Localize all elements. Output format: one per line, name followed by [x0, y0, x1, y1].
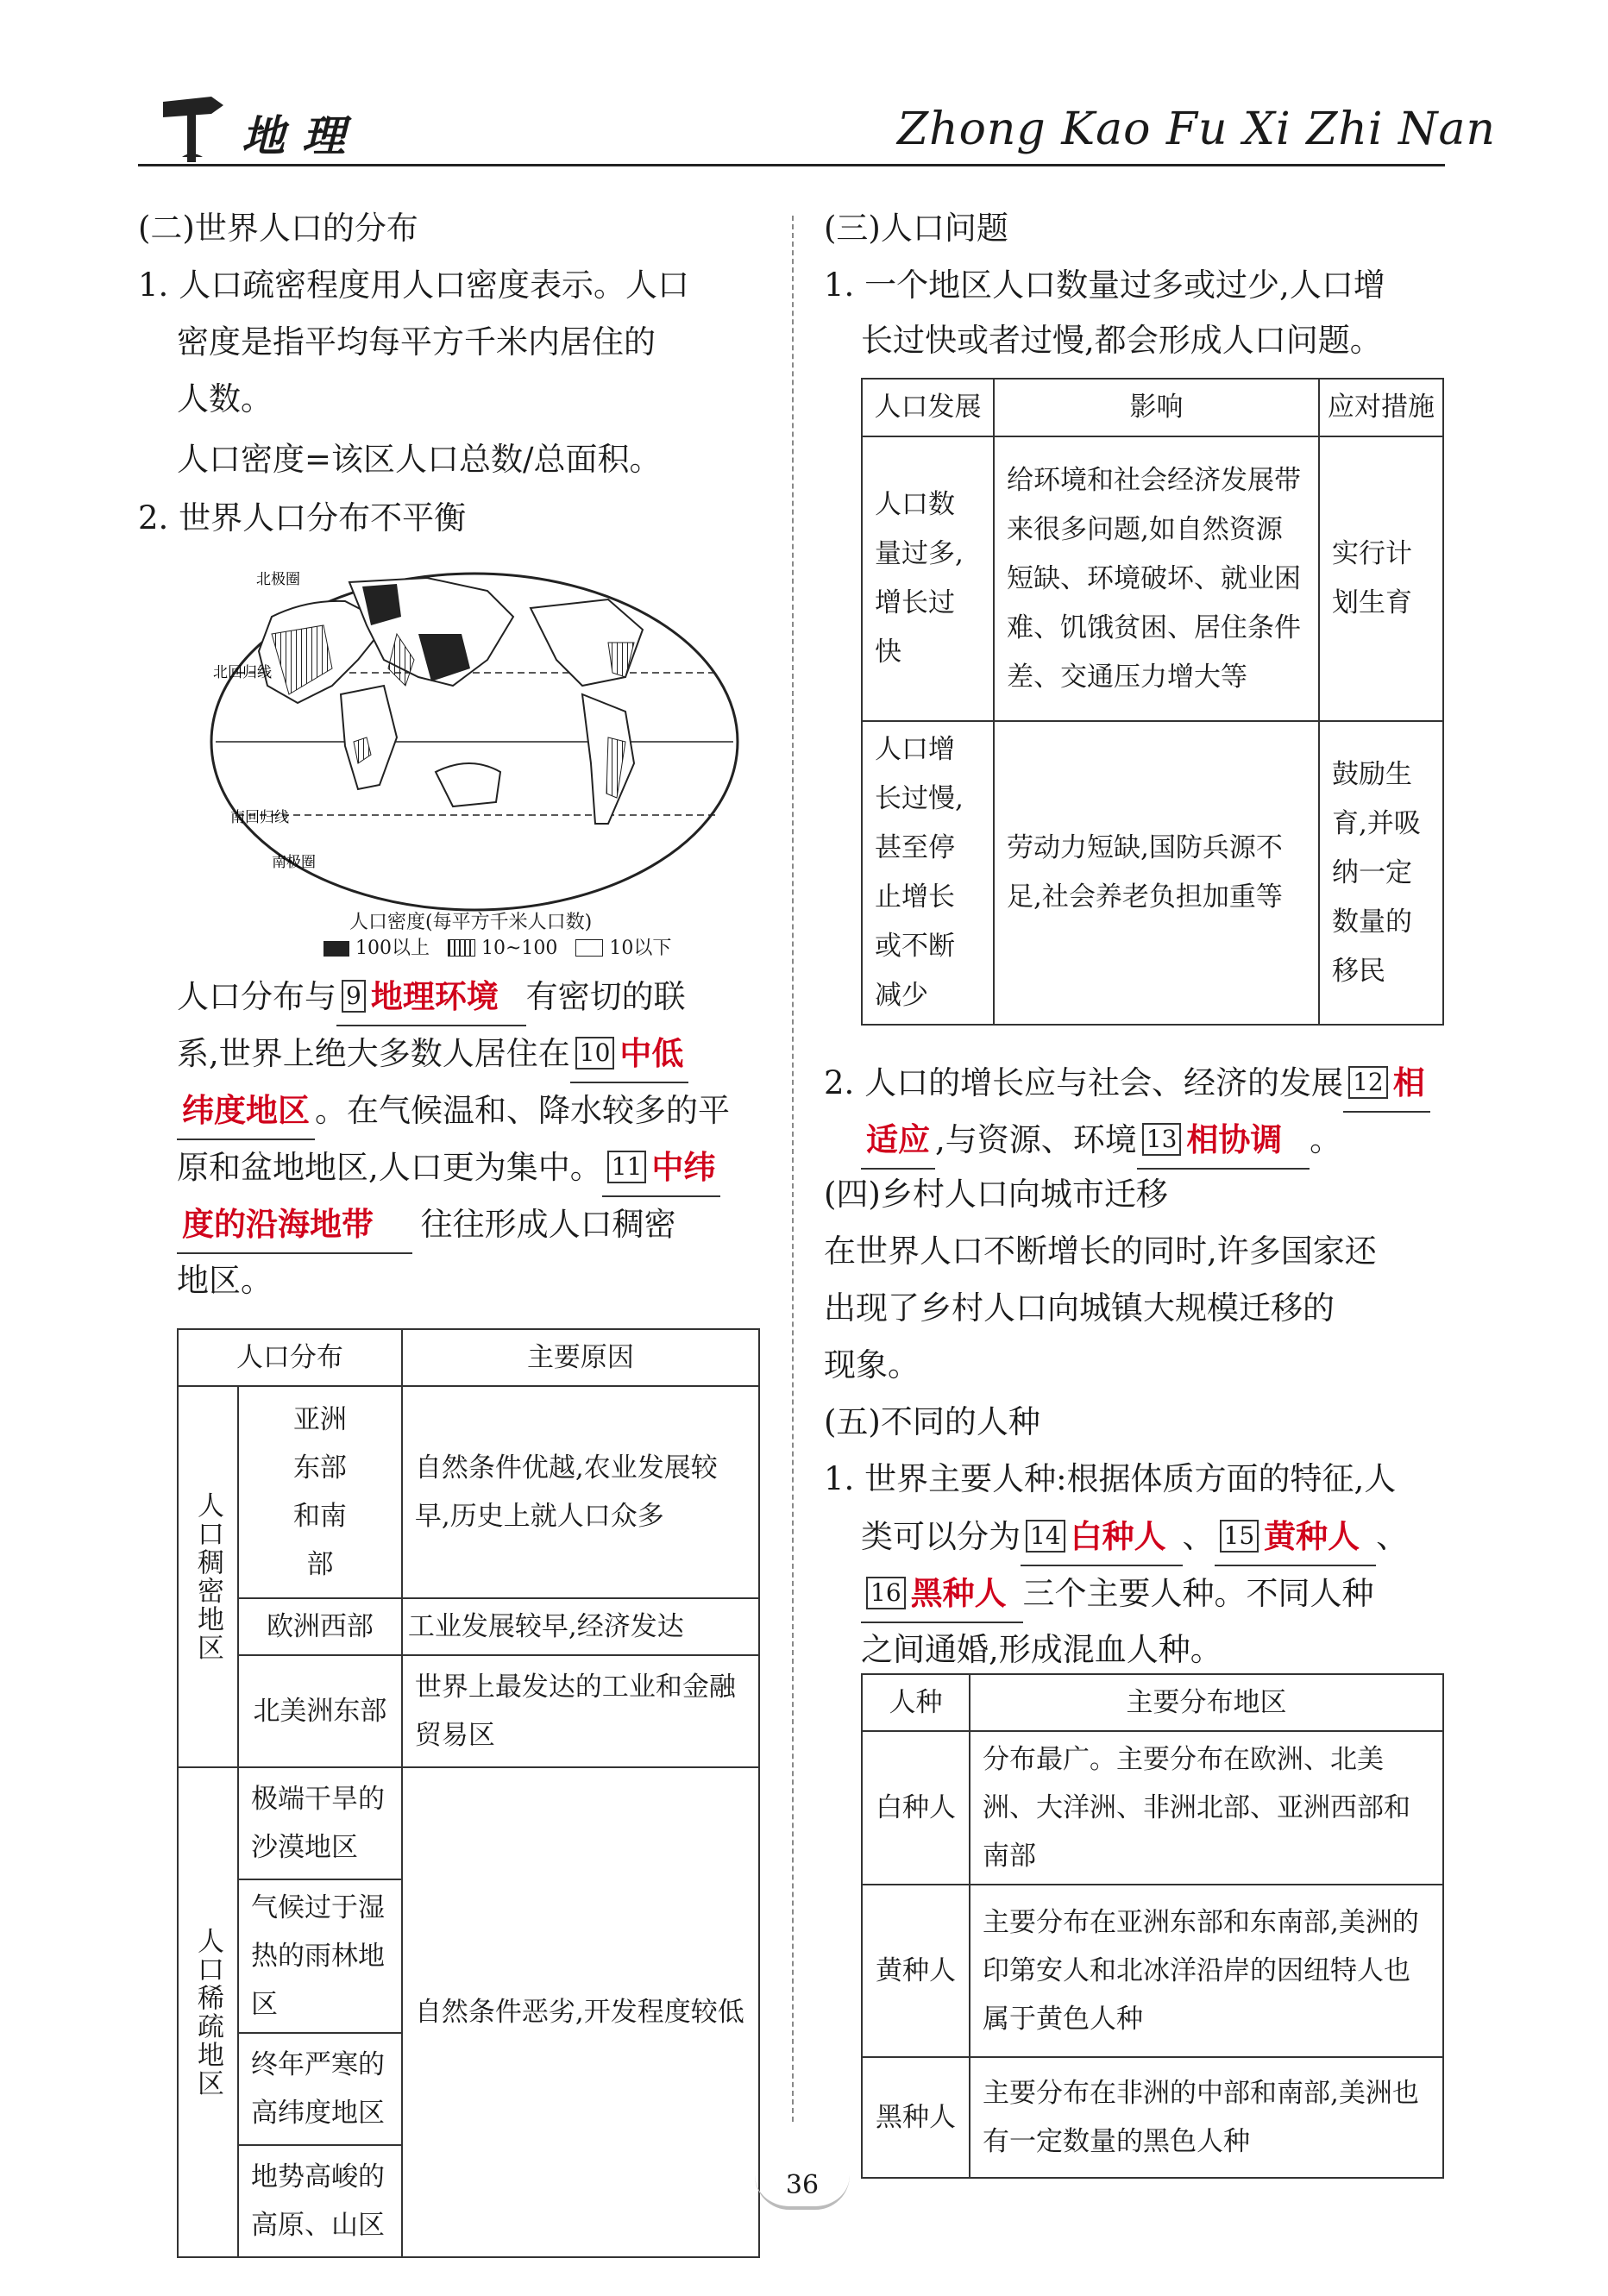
- left-para-line3: 纬度地区 。在气候温和、降水较多的平: [177, 1082, 730, 1140]
- t2-header-race: 人种: [862, 1674, 970, 1731]
- t1-measure-2: 鼓励生育,并吸纳一定数量的移民: [1319, 721, 1443, 1025]
- right-p1-line2: 长过快或者过慢,都会形成人口问题。: [861, 322, 1382, 359]
- s4-line1: 在世界人口不断增长的同时,许多国家还: [824, 1233, 1377, 1270]
- t1-header-effect: 影响: [994, 379, 1319, 436]
- t1-effect-2: 劳动力短缺,国防兵源不足,社会养老负担加重等: [994, 721, 1319, 1025]
- t2-dist-2: 主要分布在亚洲东部和东南部,美洲的印第安人和北冰洋沿岸的因纽特人也属于黄色人种: [970, 1885, 1443, 2057]
- s5-line2: 类可以分为 14 白种人 、 15 黄种人 、: [861, 1508, 1408, 1566]
- header-rule: [138, 164, 1445, 166]
- legend-title: 人口密度(每平方千米人口数): [349, 912, 593, 933]
- s4-line2: 出现了乡村人口向城镇大规模迁移的: [824, 1289, 1335, 1327]
- t2-race-2: 黄种人: [862, 1885, 970, 2057]
- answer-10b: 纬度地区: [177, 1082, 315, 1140]
- answer-12a: 12 相: [1343, 1054, 1430, 1113]
- answer-16: 16 黑种人: [861, 1565, 1023, 1623]
- left-para-line4: 原和盆地地区,人口更为集中。 11 中纬: [177, 1139, 720, 1197]
- map-label-tropic-n: 北回归线: [213, 664, 272, 681]
- map-label-north-pole: 北极圈: [256, 571, 300, 588]
- dense-area-2: 欧洲西部: [238, 1598, 402, 1655]
- sparse-area-4: 地势高峻的高原、山区: [238, 2145, 402, 2257]
- left-para-line6: 地区。: [177, 1262, 273, 1299]
- answer-9: 9 地理环境: [336, 968, 526, 1026]
- right-p2-line1: 2. 人口的增长应与社会、经济的发展 12 相: [824, 1054, 1430, 1113]
- answer-13: 13 相协调: [1137, 1111, 1310, 1170]
- left-p2-title: 2. 世界人口分布不平衡: [138, 499, 467, 536]
- s5-line1: 1. 世界主要人种:根据体质方面的特征,人: [824, 1460, 1397, 1497]
- legend-label-2: 10~100: [481, 938, 558, 959]
- t2-dist-3: 主要分布在非洲的中部和南部,美洲也有一定数量的黑色人种: [970, 2057, 1443, 2178]
- world-population-map: [203, 565, 746, 914]
- t2-dist-1: 分布最广。主要分布在欧洲、北美洲、大洋洲、非洲北部、亚洲西部和南部: [970, 1731, 1443, 1885]
- sparse-area-2: 气候过于湿热的雨林地区: [238, 1879, 402, 2033]
- answer-15: 15 黄种人: [1215, 1508, 1377, 1566]
- answer-10a: 10 中低: [570, 1025, 689, 1083]
- dense-area-1: 亚洲东部和南部: [238, 1386, 402, 1598]
- population-distribution-table: [177, 1328, 760, 2258]
- t2-race-1: 白种人: [862, 1731, 970, 1885]
- left-para-line5: 度的沿海地带 往往形成人口稠密: [177, 1195, 676, 1254]
- sparse-area-3: 终年严寒的高纬度地区: [238, 2033, 402, 2145]
- column-divider: [792, 216, 794, 2122]
- t1-measure-1: 实行计划生育: [1319, 436, 1443, 721]
- right-p2-line2: 适应 ,与资源、环境 13 相协调 。: [861, 1111, 1341, 1170]
- s5-line4: 之间通婚,形成混血人种。: [861, 1631, 1222, 1668]
- page-number: 36: [755, 2165, 850, 2210]
- map-label-south-pole: 南极圈: [272, 854, 316, 871]
- map-label-tropic-s: 南回归线: [230, 809, 289, 826]
- density-formula: 人口密度=该区人口总数/总面积。: [177, 441, 662, 478]
- legend-swatch-blank: [575, 939, 603, 957]
- answer-12b: 适应: [861, 1111, 935, 1170]
- dense-reason-3: 世界上最发达的工业和金融贸易区: [402, 1655, 759, 1767]
- left-para-line1: 人口分布与 9 地理环境 有密切的联: [177, 968, 686, 1026]
- t1-dev-1: 人口数量过多,增长过快: [862, 436, 994, 721]
- t1-header-measure: 应对措施: [1319, 379, 1443, 436]
- s5-line3: 16 黑种人 三个主要人种。不同人种: [861, 1565, 1374, 1623]
- dense-area-3: 北美洲东部: [238, 1655, 402, 1767]
- sparse-reason: 自然条件恶劣,开发程度较低: [402, 1767, 759, 2257]
- table-header-reason: 主要原因: [402, 1329, 759, 1386]
- left-p1-line3: 人数。: [177, 380, 273, 417]
- legend-swatch-hatch: [448, 939, 475, 957]
- t2-header-dist: 主要分布地区: [970, 1674, 1443, 1731]
- t1-effect-1: 给环境和社会经济发展带来很多问题,如自然资源短缺、环境破坏、就业困难、饥饿贫困、居住条件差、交通压力增大等: [994, 436, 1319, 721]
- section-2-title: (二)世界人口的分布: [138, 210, 418, 247]
- left-para-line2: 系,世界上绝大多数人居住在 10 中低: [177, 1025, 688, 1083]
- t1-dev-2: 人口增长过慢,甚至停止增长或不断减少: [862, 721, 994, 1025]
- s4-line3: 现象。: [824, 1346, 920, 1383]
- running-title: Zhong Kao Fu Xi Zhi Nan: [897, 104, 1496, 155]
- dense-region-label: 人口稠密地区: [178, 1386, 238, 1767]
- t1-header-dev: 人口发展: [862, 379, 994, 436]
- map-legend: [323, 910, 671, 962]
- sparse-region-label: 人口稀疏地区: [178, 1767, 238, 2257]
- answer-14: 14 白种人: [1021, 1508, 1183, 1566]
- population-problem-table: [861, 378, 1444, 1026]
- right-p1-line1: 1. 一个地区人口数量过多或过少,人口增: [824, 267, 1385, 304]
- answer-11a: 11 中纬: [602, 1139, 721, 1197]
- answer-11b: 度的沿海地带: [177, 1195, 412, 1254]
- dense-reason-1: 自然条件优越,农业发展较早,历史上就人口众多: [402, 1386, 759, 1598]
- race-distribution-table: [861, 1673, 1444, 2179]
- legend-swatch-dark: [323, 941, 349, 957]
- left-p1-line1: 1. 人口疏密程度用人口密度表示。人口: [138, 267, 690, 304]
- t2-race-3: 黑种人: [862, 2057, 970, 2178]
- legend-label-1: 100以上: [355, 938, 430, 959]
- table-header-distribution: 人口分布: [178, 1329, 402, 1386]
- section-3-title: (三)人口问题: [824, 210, 1008, 247]
- signpost-icon: [160, 86, 229, 167]
- left-p1-line2: 密度是指平均每平方千米内居住的: [177, 323, 656, 361]
- dense-reason-2: 工业发展较早,经济发达: [402, 1598, 759, 1655]
- subject-title: 地理: [242, 110, 362, 161]
- sparse-area-1: 极端干旱的沙漠地区: [238, 1767, 402, 1879]
- section-5-title: (五)不同的人种: [824, 1403, 1040, 1440]
- section-4-title: (四)乡村人口向城市迁移: [824, 1176, 1168, 1213]
- legend-label-3: 10以下: [609, 938, 672, 959]
